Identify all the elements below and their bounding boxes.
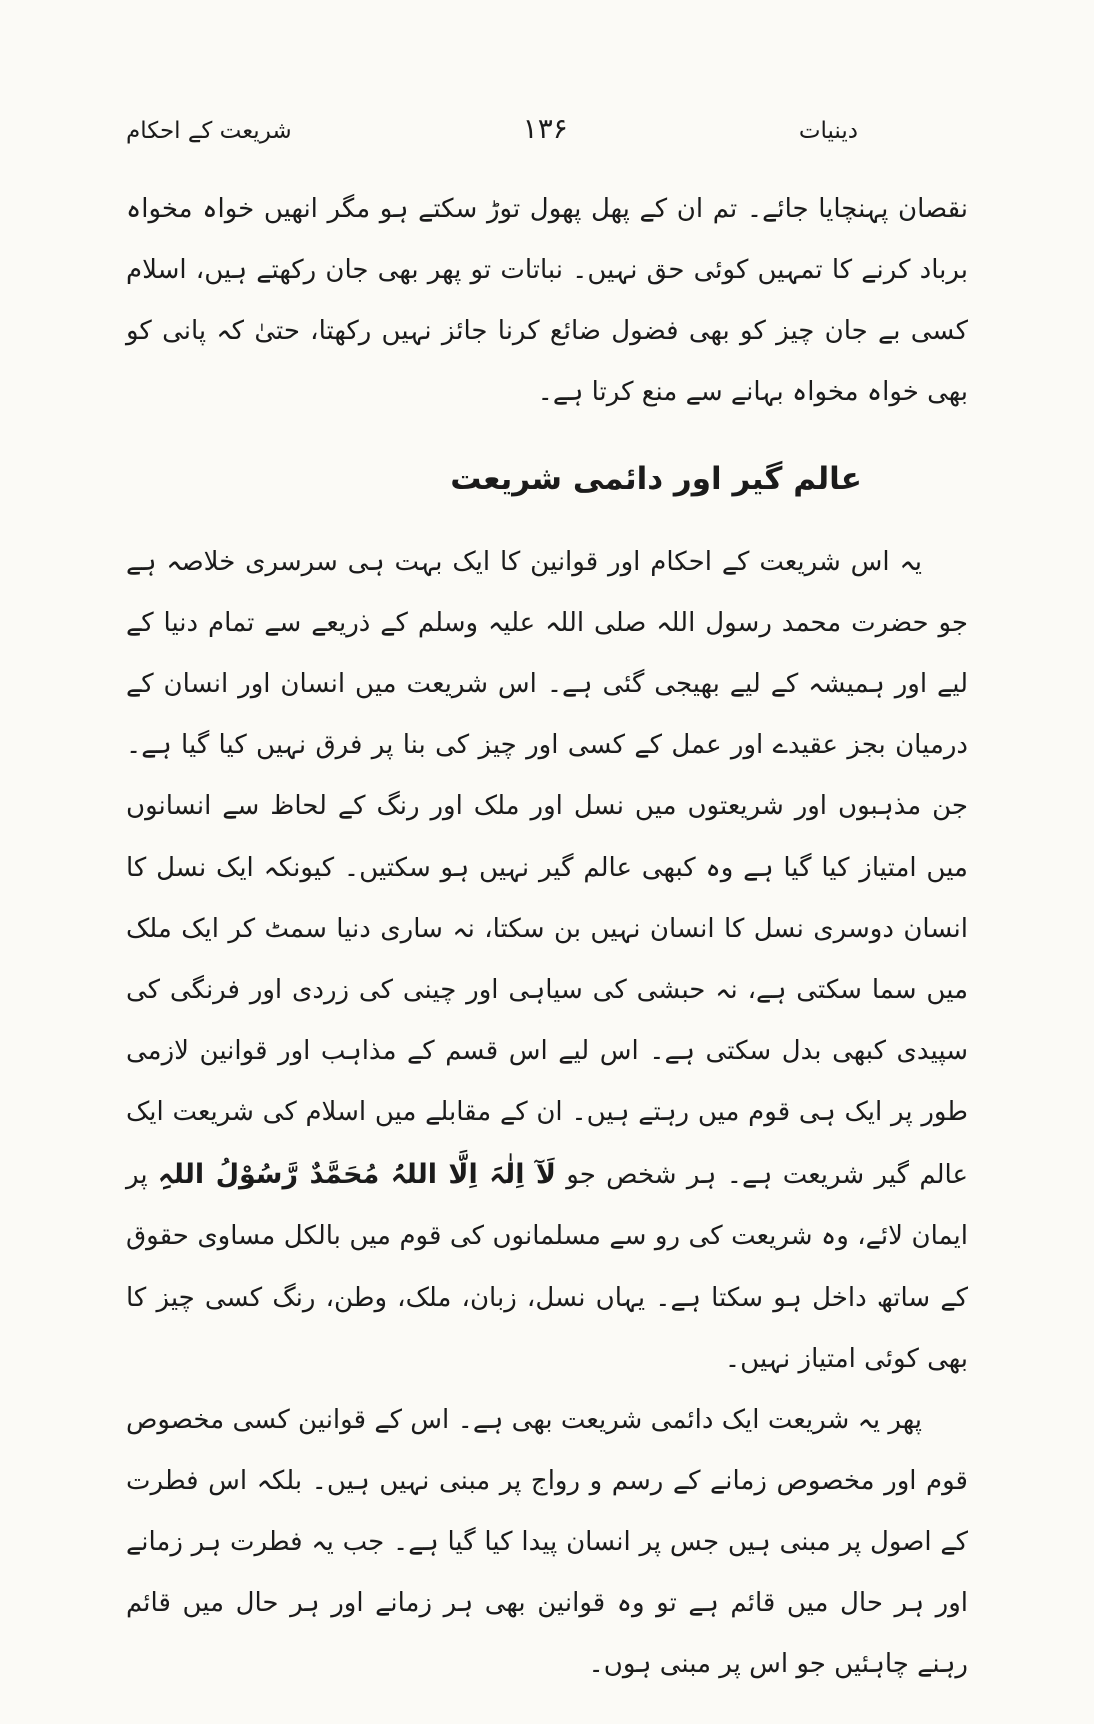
- paragraph-2-text-after-kalima: پر ایمان لائے، وہ شریعت کی رو سے مسلمانوں کی قوم میں بالکل مساوی حقوق کے ساتھ داخل ہو سکتا ہے۔ یہاں نسل، زبان، ملک، وطن، رنگ کسی چیز کا بھی کوئی امتیاز نہیں۔: [126, 1160, 968, 1374]
- section-heading: عالم گیر اور دائمی شریعت: [450, 461, 862, 498]
- kalima-text: لَآ اِلٰہَ اِلَّا اللہُ مُحَمَّدٌ رَّسُوْلُ اللہِ: [157, 1159, 556, 1190]
- paragraph-2: [126, 532, 968, 1390]
- header-chapter-title: شریعت کے احکام: [126, 118, 292, 144]
- paragraph-1: نقصان پہنچایا جائے۔ تم ان کے پھل پھول توڑ سکتے ہو مگر انھیں خواہ مخواہ برباد کرنے کا تمہیں کوئی حق نہیں۔ نباتات تو پھر بھی جان رکھتے ہیں، اسلام کسی بے جان چیز کو بھی فضول ضائع کرنا جائز نہیں رکھتا، حتیٰ کہ پانی کو بھی خواہ مخواہ بہانے سے منع کرتا ہے۔: [126, 194, 968, 408]
- paragraph-2-text-before-kalima: یہ اس شریعت کے احکام اور قوانین کا ایک بہت ہی سرسری خلاصہ ہے جو حضرت محمد رسول اللہ صلی اللہ علیہ وسلم کے ذریعے سے تمام دنیا کے لیے اور ہمیشہ کے لیے بھیجی گئی ہے۔ اس شریعت میں انسان اور انسان کے درمیان بجز عقیدے اور عمل کے کسی اور چیز کی بنا پر فرق نہیں کیا گیا ہے۔ جن مذہبوں اور شریعتوں میں نسل اور ملک اور رنگ کے لحاظ سے انسانوں میں امتیاز کیا گیا ہے وہ کبھی عالم گیر نہیں ہو سکتیں۔ کیونکہ ایک نسل کا انسان دوسری نسل کا انسان نہیں بن سکتا، نہ ساری دنیا سمٹ کر ایک ملک میں سما سکتی ہے، نہ حبشی کی سیاہی اور چینی کی زردی اور فرنگی کی سپیدی کبھی بدل سکتی ہے۔ اس لیے اس قسم کے مذاہب اور قوانین لازمی طور پر ایک ہی قوم میں رہتے ہیں۔ ان کے مقابلے میں اسلام کی شریعت ایک عالم گیر شریعت ہے۔ ہر شخص جو: [126, 547, 968, 1190]
- header-book-title: دینیات: [798, 118, 858, 144]
- page-header: [126, 112, 968, 145]
- header-page-number: ۱۳۶: [522, 112, 568, 145]
- paragraph-3: پھر یہ شریعت ایک دائمی شریعت بھی ہے۔ اس کے قوانین کسی مخصوص قوم اور مخصوص زمانے کے رسم و رواج پر مبنی نہیں ہیں۔ بلکہ اس فطرت کے اصول پر مبنی ہیں جس پر انسان پیدا کیا گیا ہے۔ جب یہ فطرت ہر زمانے اور ہر حال میں قائم ہے تو وہ قوانین بھی ہر زمانے اور ہر حال میں قائم رہنے چاہئیں جو اس پر مبنی ہوں۔: [126, 1404, 968, 1680]
- page-body: [126, 179, 968, 1695]
